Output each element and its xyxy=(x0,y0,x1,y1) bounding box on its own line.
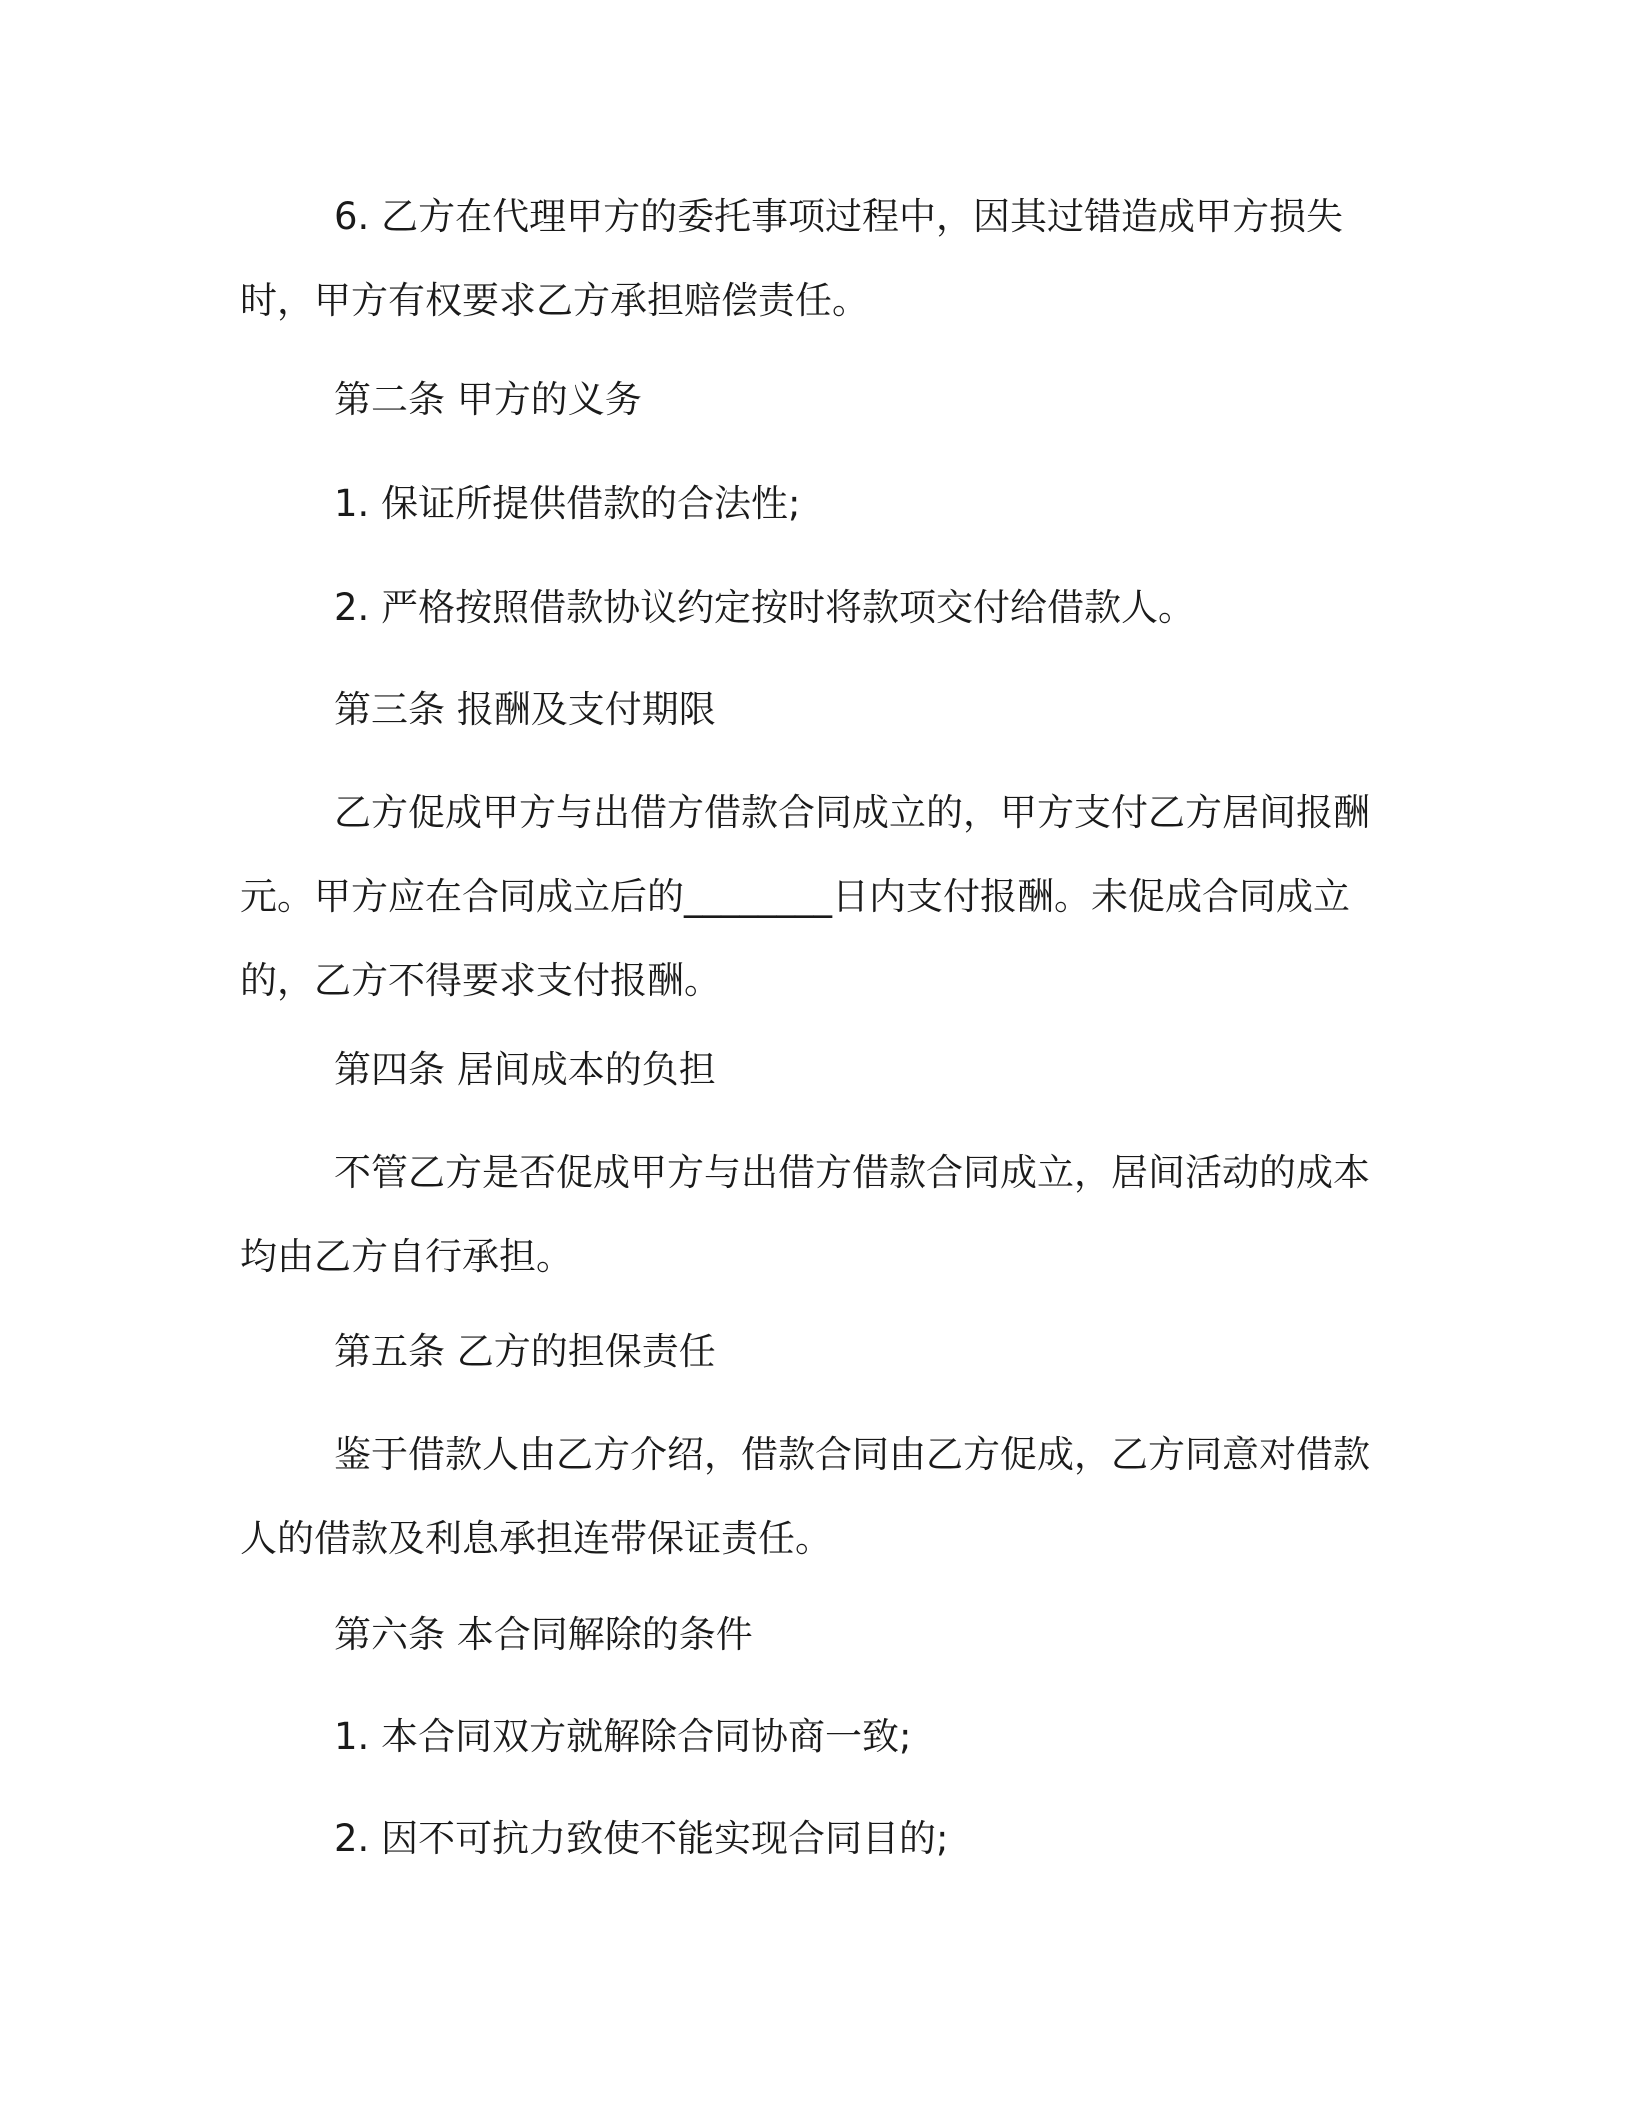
article-3-body-paragraph: 乙方促成甲方与出借方借款合同成立的，甲方支付乙方居间报酬元。甲方应在合同成立后的________日内支付报酬。未促成合同成立的，乙方不得要求支付报酬。 xyxy=(240,791,1370,1002)
article-5-body-paragraph: 鉴于借款人由乙方介绍，借款合同由乙方促成，乙方同意对借款人的借款及利息承担连带保证责任。 xyxy=(240,1433,1370,1560)
article-3-heading: 第三条 报酬及支付期限 xyxy=(334,688,716,731)
article-6-heading: 第六条 本合同解除的条件 xyxy=(334,1613,753,1656)
clause-6-1-paragraph: 1. 本合同双方就解除合同协商一致; xyxy=(334,1715,912,1758)
article-4-heading: 第四条 居间成本的负担 xyxy=(334,1048,716,1091)
article-4-body-paragraph: 不管乙方是否促成甲方与出借方借款合同成立，居间活动的成本均由乙方自行承担。 xyxy=(240,1151,1370,1278)
clause-6-2-paragraph: 2. 因不可抗力致使不能实现合同目的; xyxy=(334,1817,949,1860)
article-2-heading: 第二条 甲方的义务 xyxy=(334,378,642,421)
article-5-heading: 第五条 乙方的担保责任 xyxy=(334,1330,716,1373)
clause-1-6-paragraph: 6. 乙方在代理甲方的委托事项过程中，因其过错造成甲方损失时，甲方有权要求乙方承担赔偿责任。 xyxy=(240,195,1344,322)
clause-2-1-paragraph: 1. 保证所提供借款的合法性; xyxy=(334,482,801,525)
clause-2-2-paragraph: 2. 严格按照借款协议约定按时将款项交付给借款人。 xyxy=(334,586,1196,629)
